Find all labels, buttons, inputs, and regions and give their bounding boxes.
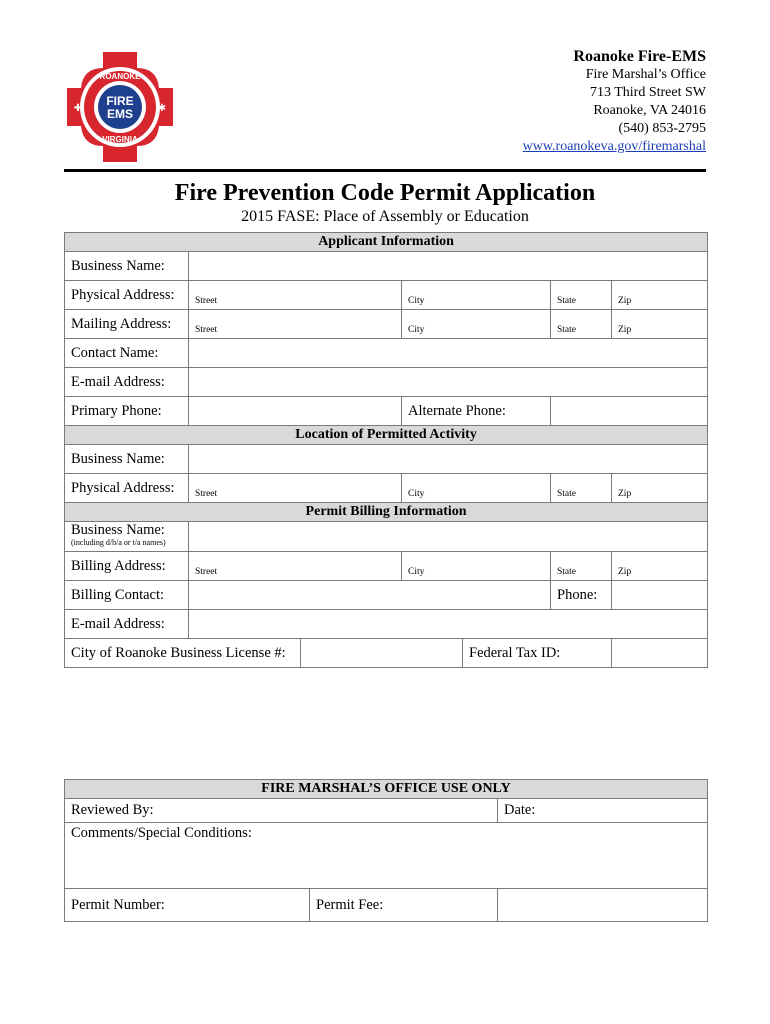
applicant-email-field[interactable] [189,368,708,397]
street-sublabel: Street [195,489,218,499]
org-name: Roanoke Fire-EMS [573,48,706,65]
applicant-contact-name-field[interactable] [189,339,708,368]
billing-business-name-note: (including d/b/a or t/a names) [71,538,166,547]
organization-block [523,48,706,156]
state-sublabel: State [557,567,576,577]
business-license-label: City of Roanoke Business License #: [65,639,301,668]
location-city-field[interactable] [402,474,551,503]
street-sublabel: Street [195,325,218,335]
location-business-name-label: Business Name: [65,445,189,474]
header-divider [64,169,706,172]
location-zip-field[interactable] [612,474,708,503]
applicant-contact-name-label: Contact Name: [65,339,189,368]
billing-state-field[interactable] [551,552,612,581]
billing-zip-field[interactable] [612,552,708,581]
comments-label: Comments/Special Conditions: [71,825,252,841]
applicant-physical-state-field[interactable] [551,281,612,310]
applicant-email-label: E-mail Address: [65,368,189,397]
state-sublabel: State [557,296,576,306]
federal-tax-id-label: Federal Tax ID: [463,639,612,668]
location-state-field[interactable] [551,474,612,503]
logo-bottom-text: VIRGINIA [102,135,138,144]
applicant-mailing-state-field[interactable] [551,310,612,339]
svg-text:✱: ✱ [157,103,167,114]
zip-sublabel: Zip [618,567,632,577]
billing-email-label: E-mail Address: [65,610,189,639]
billing-email-field[interactable] [189,610,708,639]
svg-text:✚: ✚ [73,103,83,114]
applicant-physical-street-field[interactable] [189,281,402,310]
permit-fee-value-field[interactable] [498,889,708,922]
street-sublabel: Street [195,567,218,577]
comments-field[interactable] [65,823,708,889]
roanoke-fire-ems-logo [65,50,175,164]
office-phone: (540) 853-2795 [618,121,706,136]
billing-business-name-field[interactable] [189,522,708,552]
city-sublabel: City [408,489,425,499]
billing-contact-field[interactable] [189,581,551,610]
billing-street-field[interactable] [189,552,402,581]
applicant-alternate-phone-field[interactable] [551,397,708,426]
page-subtitle: 2015 FASE: Place of Assembly or Education [241,208,529,225]
location-physical-address-label: Physical Address: [65,474,189,503]
office-use-heading: FIRE MARSHAL’S OFFICE USE ONLY [65,780,708,799]
permit-form-table [64,232,708,668]
applicant-business-name-field[interactable] [189,252,708,281]
office-use-table [64,779,708,922]
reviewed-by-label: Reviewed By: [71,802,154,818]
federal-tax-id-field[interactable] [612,639,708,668]
logo-top-text: ROANOKE [99,72,141,81]
reviewed-by-field[interactable] [65,799,498,823]
office-street: 713 Third Street SW [589,85,706,100]
billing-phone-label: Phone: [551,581,612,610]
city-sublabel: City [408,325,425,335]
billing-business-name-text: Business Name: [71,522,165,538]
date-field[interactable] [498,799,708,823]
zip-sublabel: Zip [618,325,632,335]
page-title: Fire Prevention Code Permit Application [174,180,596,206]
applicant-primary-phone-field[interactable] [189,397,402,426]
billing-contact-label: Billing Contact: [65,581,189,610]
applicant-mailing-city-field[interactable] [402,310,551,339]
office-city-state: Roanoke, VA 24016 [593,103,706,118]
website-link[interactable]: www.roanokeva.gov/firemarshal [522,139,706,154]
business-license-field[interactable] [301,639,463,668]
applicant-primary-phone-label: Primary Phone: [65,397,189,426]
location-street-field[interactable] [189,474,402,503]
applicant-mailing-zip-field[interactable] [612,310,708,339]
location-business-name-field[interactable] [189,445,708,474]
billing-address-label: Billing Address: [65,552,189,581]
applicant-physical-zip-field[interactable] [612,281,708,310]
permit-fee-field[interactable] [310,889,498,922]
permit-number-field[interactable] [65,889,310,922]
zip-sublabel: Zip [618,489,632,499]
state-sublabel: State [557,489,576,499]
city-sublabel: City [408,567,425,577]
applicant-section-heading: Applicant Information [65,233,708,252]
applicant-mailing-address-label: Mailing Address: [65,310,189,339]
applicant-alternate-phone-label: Alternate Phone: [402,397,551,426]
office-name: Fire Marshal’s Office [585,67,706,82]
city-sublabel: City [408,296,425,306]
zip-sublabel: Zip [618,296,632,306]
state-sublabel: State [557,325,576,335]
applicant-mailing-street-field[interactable] [189,310,402,339]
permit-number-label: Permit Number: [71,896,165,913]
date-label: Date: [504,802,536,818]
logo-center-line2: EMS [106,107,134,121]
logo-center-line1: FIRE [106,94,134,108]
applicant-business-name-label: Business Name: [65,252,189,281]
permit-fee-label: Permit Fee: [316,896,384,913]
applicant-physical-city-field[interactable] [402,281,551,310]
location-section-heading: Location of Permitted Activity [65,426,708,445]
billing-city-field[interactable] [402,552,551,581]
billing-business-name-label [65,522,189,552]
billing-phone-field[interactable] [612,581,708,610]
applicant-physical-address-label: Physical Address: [65,281,189,310]
billing-section-heading: Permit Billing Information [65,503,708,522]
street-sublabel: Street [195,296,218,306]
